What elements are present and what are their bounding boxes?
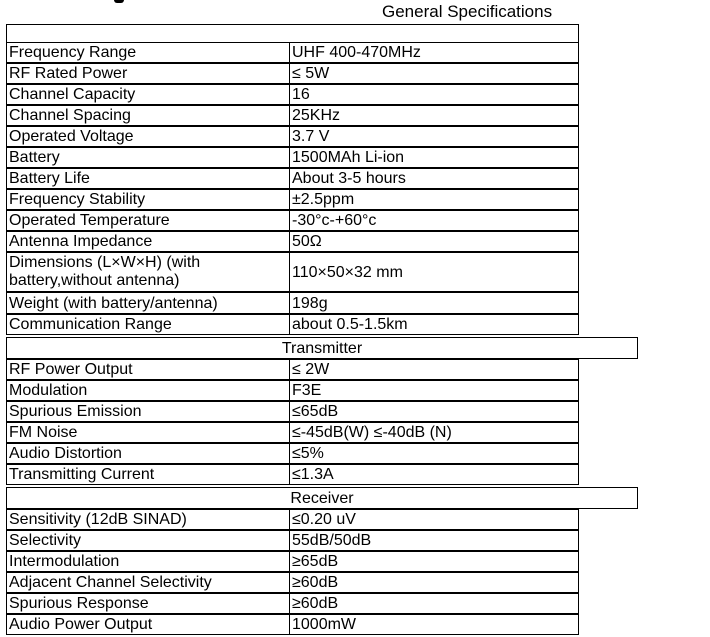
spec-value: F3E bbox=[289, 380, 579, 401]
spec-value: ≤0.20 uV bbox=[289, 509, 579, 530]
table-row bbox=[6, 147, 579, 168]
table-row bbox=[6, 105, 579, 126]
table-header-cell bbox=[6, 24, 579, 43]
spec-value: ≤ 5W bbox=[289, 63, 579, 84]
receiver-section-row bbox=[6, 487, 638, 509]
spec-value: About 3-5 hours bbox=[289, 168, 579, 189]
spec-parameter: Spurious Response bbox=[6, 593, 290, 614]
table-row bbox=[6, 292, 579, 314]
table-row bbox=[6, 168, 579, 189]
spec-value: UHF 400-470MHz bbox=[289, 42, 579, 63]
table-row bbox=[6, 63, 579, 84]
spec-value: ±2.5ppm bbox=[289, 189, 579, 210]
transmitter-section-row bbox=[6, 337, 638, 359]
page-title: General Specifications bbox=[382, 2, 553, 21]
table-row bbox=[6, 126, 579, 147]
table-row bbox=[6, 314, 579, 335]
spec-parameter: Communication Range bbox=[6, 314, 290, 335]
spec-value: ≥60dB bbox=[289, 593, 579, 614]
spec-value: 55dB/50dB bbox=[289, 530, 579, 551]
table-row bbox=[6, 210, 579, 231]
spec-value: 16 bbox=[289, 84, 579, 105]
spec-parameter: Selectivity bbox=[6, 530, 290, 551]
spec-value: about 0.5-1.5km bbox=[289, 314, 579, 335]
spec-value: ≥60dB bbox=[289, 572, 579, 593]
spec-parameter: Operated Voltage bbox=[6, 126, 290, 147]
spec-value: ≥65dB bbox=[289, 551, 579, 572]
spec-parameter: RF Power Output bbox=[6, 359, 290, 380]
table-row bbox=[6, 572, 579, 593]
table-row bbox=[6, 84, 579, 105]
table-row bbox=[6, 231, 579, 252]
spec-parameter: Channel Capacity bbox=[6, 84, 290, 105]
table-header-row bbox=[6, 24, 579, 43]
table-row bbox=[6, 252, 579, 292]
table-row bbox=[6, 509, 579, 530]
table-row bbox=[6, 422, 579, 443]
spec-value: 3.7 V bbox=[289, 126, 579, 147]
spec-parameter: Channel Spacing bbox=[6, 105, 290, 126]
spec-parameter: Battery bbox=[6, 147, 290, 168]
table-row bbox=[6, 401, 579, 422]
spec-parameter: FM Noise bbox=[6, 422, 290, 443]
spec-parameter: Dimensions (L×W×H) (with battery,without antenna) bbox=[6, 252, 290, 292]
spec-value: 1000mW bbox=[289, 614, 579, 635]
table-row bbox=[6, 530, 579, 551]
spec-parameter: Weight (with battery/antenna) bbox=[6, 292, 290, 314]
spec-parameter: Battery Life bbox=[6, 168, 290, 189]
spec-value: -30°c-+60°c bbox=[289, 210, 579, 231]
spec-value: 110×50×32 mm bbox=[289, 252, 579, 292]
spec-value: 198g bbox=[289, 292, 579, 314]
spec-parameter: Spurious Emission bbox=[6, 401, 290, 422]
spec-value: ≤ 2W bbox=[289, 359, 579, 380]
spec-value: 25KHz bbox=[289, 105, 579, 126]
spec-parameter: Intermodulation bbox=[6, 551, 290, 572]
table-row bbox=[6, 614, 579, 635]
spec-value: 50Ω bbox=[289, 231, 579, 252]
table-row bbox=[6, 593, 579, 614]
table-row bbox=[6, 380, 579, 401]
spec-parameter: Frequency Range bbox=[6, 42, 290, 63]
table-row bbox=[6, 42, 579, 63]
spec-parameter: Modulation bbox=[6, 380, 290, 401]
spec-parameter: Audio Distortion bbox=[6, 443, 290, 464]
spec-parameter: Operated Temperature bbox=[6, 210, 290, 231]
section-heading: Receiver bbox=[6, 487, 638, 509]
spec-value: ≤5% bbox=[289, 443, 579, 464]
section-heading: Transmitter bbox=[6, 337, 638, 359]
spec-value: ≤65dB bbox=[289, 401, 579, 422]
spec-parameter: Transmitting Current bbox=[6, 464, 290, 485]
spec-parameter: Sensitivity (12dB SINAD) bbox=[6, 509, 290, 530]
table-row bbox=[6, 359, 579, 380]
table-row bbox=[6, 443, 579, 464]
spec-parameter: Antenna Impedance bbox=[6, 231, 290, 252]
table-row bbox=[6, 464, 579, 485]
spec-parameter: Adjacent Channel Selectivity bbox=[6, 572, 290, 593]
spec-parameter: Audio Power Output bbox=[6, 614, 290, 635]
cropped-text-fragment bbox=[114, 0, 124, 3]
spec-value: ≤-45dB(W) ≤-40dB (N) bbox=[289, 422, 579, 443]
table-row bbox=[6, 551, 579, 572]
spec-value: 1500MAh Li-ion bbox=[289, 147, 579, 168]
spec-parameter: Frequency Stability bbox=[6, 189, 290, 210]
table-row bbox=[6, 189, 579, 210]
spec-parameter: RF Rated Power bbox=[6, 63, 290, 84]
spec-value: ≤1.3A bbox=[289, 464, 579, 485]
